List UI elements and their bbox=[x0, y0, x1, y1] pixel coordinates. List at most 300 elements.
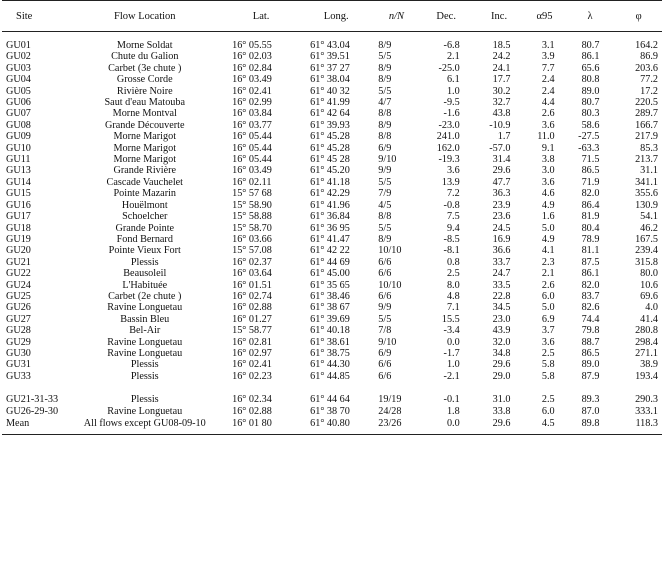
cell-site: GU30 bbox=[6, 347, 31, 359]
cell-longitude: 61° 44.85 bbox=[310, 370, 350, 382]
header-site: Site bbox=[2, 1, 65, 32]
cell-phi: 10.6 bbox=[640, 279, 658, 291]
cell-alpha95: 2.6 bbox=[541, 108, 555, 120]
cell-lambda: 86.1 bbox=[581, 51, 600, 63]
cell-flow-location: Ravine Longuetau bbox=[107, 347, 183, 359]
cell-declination: 3.6 bbox=[446, 165, 460, 177]
cell-lambda: 79.8 bbox=[581, 325, 600, 337]
cell-n-over-n: 9/9 bbox=[378, 302, 392, 314]
cell-latitude: 16° 02.88 bbox=[232, 406, 272, 418]
cell-latitude: 16° 03.64 bbox=[232, 268, 272, 280]
cell-latitude: 16° 02.37 bbox=[232, 256, 272, 268]
cell-latitude: 16° 05.44 bbox=[232, 154, 272, 166]
cell-alpha95: 3.1 bbox=[541, 40, 555, 51]
cell-alpha95: 6.9 bbox=[541, 313, 555, 325]
cell-lambda: 86.4 bbox=[581, 199, 600, 211]
cell-longitude: 61° 39.69 bbox=[310, 313, 350, 325]
cell-n-over-n: 8/8 bbox=[378, 108, 392, 120]
cell-declination: -0.1 bbox=[443, 394, 460, 406]
cell-phi: 290.3 bbox=[635, 394, 658, 406]
cell-latitude: 15° 58.90 bbox=[232, 199, 272, 211]
cell-n-over-n: 5/5 bbox=[378, 51, 392, 63]
cell-longitude: 61° 41.99 bbox=[310, 97, 350, 109]
cell-alpha95: 4.6 bbox=[541, 188, 555, 200]
cell-alpha95: 3.6 bbox=[541, 176, 555, 188]
cell-inclination: 31.0 bbox=[492, 394, 511, 406]
cell-lambda: 71.9 bbox=[581, 176, 600, 188]
table-row bbox=[2, 131, 662, 142]
cell-lambda: 87.0 bbox=[581, 406, 600, 418]
cell-longitude: 61° 38 70 bbox=[310, 406, 350, 418]
cell-alpha95: 4.5 bbox=[541, 418, 555, 430]
cell-longitude: 61° 45.28 bbox=[310, 131, 350, 143]
cell-lambda: 81.1 bbox=[581, 245, 600, 257]
cell-inclination: 36.6 bbox=[492, 245, 511, 257]
cell-alpha95: 3.0 bbox=[541, 165, 555, 177]
cell-n-over-n: 6/6 bbox=[378, 370, 392, 382]
cell-inclination: 23.6 bbox=[492, 211, 511, 223]
cell-latitude: 16° 01.27 bbox=[232, 313, 272, 325]
cell-inclination: 23.9 bbox=[492, 199, 511, 211]
cell-declination: -0.8 bbox=[443, 199, 460, 211]
header-longitude: Long. bbox=[298, 1, 374, 32]
paleomagnetic-data-table bbox=[2, 0, 662, 435]
cell-flow-location: Morne Marigot bbox=[113, 142, 177, 154]
cell-latitude: 16° 02.34 bbox=[232, 394, 272, 406]
cell-site: GU04 bbox=[6, 74, 31, 86]
cell-site: GU16 bbox=[6, 199, 31, 211]
cell-declination: 7.5 bbox=[446, 211, 460, 223]
cell-flow-location: Ravine Longuetau bbox=[107, 406, 183, 418]
cell-alpha95: 2.1 bbox=[541, 268, 555, 280]
cell-lambda: 86.1 bbox=[581, 268, 600, 280]
cell-longitude: 61° 43.04 bbox=[310, 40, 350, 51]
cell-alpha95: 2.5 bbox=[541, 394, 555, 406]
cell-flow-location: Morne Marigot bbox=[113, 131, 177, 143]
cell-inclination: 24.7 bbox=[492, 268, 511, 280]
cell-flow-location: Ravine Longuetau bbox=[107, 336, 183, 348]
cell-n-over-n: 5/5 bbox=[378, 313, 392, 325]
table-row bbox=[2, 348, 662, 359]
cell-n-over-n: 8/9 bbox=[378, 62, 392, 74]
cell-lambda: 89.8 bbox=[581, 418, 600, 430]
cell-n-over-n: 5/5 bbox=[378, 222, 392, 234]
cell-inclination: 23.0 bbox=[492, 313, 511, 325]
cell-declination: 9.4 bbox=[446, 222, 460, 234]
cell-n-over-n: 8/8 bbox=[378, 131, 392, 143]
cell-declination: -8.5 bbox=[443, 233, 460, 245]
cell-longitude: 61° 44 69 bbox=[310, 256, 350, 268]
summary-row bbox=[2, 394, 662, 406]
cell-phi: 46.2 bbox=[640, 222, 658, 234]
header-n-over-n: n/N bbox=[374, 1, 418, 32]
cell-latitude: 16° 02.99 bbox=[232, 97, 272, 109]
cell-phi: 77.2 bbox=[640, 74, 658, 86]
cell-site: GU28 bbox=[6, 325, 31, 337]
cell-latitude: 16° 05.44 bbox=[232, 142, 272, 154]
cell-inclination: 29.6 bbox=[492, 165, 511, 177]
cell-phi: 217.9 bbox=[635, 131, 658, 143]
cell-declination: -23.0 bbox=[438, 119, 460, 131]
cell-alpha95: 5.0 bbox=[541, 302, 555, 314]
header-row bbox=[2, 1, 662, 32]
cell-inclination: 24.5 bbox=[492, 222, 511, 234]
cell-declination: 0.0 bbox=[446, 418, 460, 430]
cell-phi: 203.6 bbox=[635, 62, 658, 74]
cell-alpha95: 5.8 bbox=[541, 359, 555, 371]
cell-n-over-n: 9/9 bbox=[378, 165, 392, 177]
cell-flow-location: Plessis bbox=[130, 370, 159, 382]
cell-n-over-n: 6/6 bbox=[378, 359, 392, 371]
cell-flow-location: Grosse Corde bbox=[116, 74, 173, 86]
table-row bbox=[2, 120, 662, 131]
cell-n-over-n: 24/28 bbox=[378, 406, 402, 418]
cell-site: GU05 bbox=[6, 85, 31, 97]
cell-alpha95: 4.9 bbox=[541, 199, 555, 211]
table-row bbox=[2, 97, 662, 108]
cell-latitude: 16° 02.41 bbox=[232, 359, 272, 371]
cell-latitude: 16° 05.55 bbox=[232, 40, 272, 51]
cell-longitude: 61° 38.04 bbox=[310, 74, 350, 86]
cell-n-over-n: 7/9 bbox=[378, 188, 392, 200]
cell-inclination: 32.7 bbox=[492, 97, 511, 109]
cell-flow-location: Fond Bernard bbox=[116, 233, 173, 245]
cell-phi: 193.4 bbox=[635, 370, 658, 382]
cell-latitude: 16° 03.66 bbox=[232, 233, 272, 245]
cell-site: GU14 bbox=[6, 176, 31, 188]
cell-inclination: 30.2 bbox=[492, 85, 511, 97]
cell-site: GU17 bbox=[6, 211, 31, 223]
table-row bbox=[2, 51, 662, 62]
cell-inclination: -10.9 bbox=[489, 119, 511, 131]
summary-row bbox=[2, 418, 662, 430]
cell-site: GU07 bbox=[6, 108, 31, 120]
cell-flow-location: Pointe Mazarin bbox=[113, 188, 177, 200]
cell-lambda: 80.3 bbox=[581, 108, 600, 120]
header-declination: Dec. bbox=[419, 1, 474, 32]
cell-phi: 4.0 bbox=[645, 302, 658, 314]
cell-inclination: 22.8 bbox=[492, 290, 511, 302]
cell-n-over-n: 19/19 bbox=[378, 394, 402, 406]
cell-longitude: 61° 35 65 bbox=[310, 279, 350, 291]
cell-phi: 85.3 bbox=[640, 142, 658, 154]
summary-body bbox=[2, 382, 662, 430]
cell-inclination: 34.8 bbox=[492, 347, 511, 359]
cell-flow-location: Grande Rivière bbox=[113, 165, 177, 177]
cell-lambda: 80.8 bbox=[581, 74, 600, 86]
cell-alpha95: 3.6 bbox=[541, 119, 555, 131]
cell-site: GU15 bbox=[6, 188, 31, 200]
cell-site: GU33 bbox=[6, 370, 31, 382]
cell-lambda: 83.7 bbox=[581, 290, 600, 302]
cell-latitude: 16° 03.49 bbox=[232, 74, 272, 86]
cell-alpha95: 4.4 bbox=[541, 97, 555, 109]
cell-latitude: 16° 01 80 bbox=[232, 418, 272, 430]
cell-declination: 0.0 bbox=[446, 336, 460, 348]
cell-alpha95: 2.3 bbox=[541, 256, 555, 268]
cell-flow-location: Grande Découverte bbox=[105, 119, 185, 131]
cell-phi: 69.6 bbox=[640, 290, 658, 302]
cell-declination: -3.4 bbox=[443, 325, 460, 337]
cell-alpha95: 3.8 bbox=[541, 154, 555, 166]
cell-site: GU08 bbox=[6, 119, 31, 131]
cell-lambda: 82.0 bbox=[581, 188, 600, 200]
cell-alpha95: 5.8 bbox=[541, 370, 555, 382]
cell-site: GU13 bbox=[6, 165, 31, 177]
cell-flow-location: Schoelcher bbox=[122, 211, 168, 223]
cell-lambda: 74.4 bbox=[581, 313, 600, 325]
cell-longitude: 61° 40 32 bbox=[310, 85, 350, 97]
table-row bbox=[2, 108, 662, 119]
cell-phi: 167.5 bbox=[635, 233, 658, 245]
table-row bbox=[2, 165, 662, 176]
cell-declination: 13.9 bbox=[441, 176, 460, 188]
cell-lambda: 89.3 bbox=[581, 394, 600, 406]
table-row bbox=[2, 371, 662, 382]
table-row bbox=[2, 200, 662, 211]
cell-longitude: 61° 42 22 bbox=[310, 245, 350, 257]
cell-site: GU11 bbox=[6, 154, 31, 166]
cell-inclination: 34.5 bbox=[492, 302, 511, 314]
cell-phi: 54.1 bbox=[640, 211, 658, 223]
cell-lambda: 78.9 bbox=[581, 233, 600, 245]
cell-lambda: 65.6 bbox=[581, 62, 600, 74]
cell-n-over-n: 23/26 bbox=[378, 418, 402, 430]
cell-longitude: 61° 38.46 bbox=[310, 290, 350, 302]
cell-phi: 130.9 bbox=[635, 199, 658, 211]
cell-declination: 7.2 bbox=[446, 188, 460, 200]
cell-lambda: 88.7 bbox=[581, 336, 600, 348]
cell-flow-location: Saut d'eau Matouba bbox=[104, 97, 186, 109]
cell-phi: 289.7 bbox=[635, 108, 658, 120]
cell-site: GU01 bbox=[6, 40, 31, 51]
cell-site: GU06 bbox=[6, 97, 31, 109]
cell-n-over-n: 8/9 bbox=[378, 119, 392, 131]
cell-lambda: 80.7 bbox=[581, 97, 600, 109]
cell-latitude: 16° 02.84 bbox=[232, 62, 272, 74]
cell-longitude: 61° 39.51 bbox=[310, 51, 350, 63]
cell-lambda: 71.5 bbox=[581, 154, 600, 166]
cell-flow-location: L'Habituée bbox=[122, 279, 168, 291]
cell-inclination: 18.5 bbox=[492, 40, 511, 51]
cell-phi: 315.8 bbox=[635, 256, 658, 268]
cell-phi: 271.1 bbox=[635, 347, 658, 359]
cell-alpha95: 7.7 bbox=[541, 62, 555, 74]
cell-site: GU20 bbox=[6, 245, 31, 257]
cell-alpha95: 2.5 bbox=[541, 347, 555, 359]
cell-inclination: -57.0 bbox=[489, 142, 511, 154]
cell-inclination: 32.0 bbox=[492, 336, 511, 348]
cell-latitude: 15° 57 68 bbox=[232, 188, 272, 200]
cell-n-over-n: 5/5 bbox=[378, 85, 392, 97]
cell-site: GU19 bbox=[6, 233, 31, 245]
cell-flow-location: Chute du Galion bbox=[111, 51, 179, 63]
cell-flow-location: Morne Soldat bbox=[116, 40, 173, 51]
cell-lambda: 87.5 bbox=[581, 256, 600, 268]
cell-site: GU02 bbox=[6, 51, 31, 63]
cell-longitude: 61° 44.30 bbox=[310, 359, 350, 371]
cell-latitude: 16° 05.44 bbox=[232, 131, 272, 143]
cell-declination: 6.1 bbox=[446, 74, 460, 86]
cell-declination: 241.0 bbox=[436, 131, 460, 143]
cell-longitude: 61° 40.18 bbox=[310, 325, 350, 337]
cell-n-over-n: 4/5 bbox=[378, 199, 392, 211]
cell-site: GU24 bbox=[6, 279, 31, 291]
cell-longitude: 61° 38.61 bbox=[310, 336, 350, 348]
cell-lambda: 86.5 bbox=[581, 347, 600, 359]
cell-declination: 2.1 bbox=[446, 51, 460, 63]
cell-longitude: 61° 42.29 bbox=[310, 188, 350, 200]
cell-site: Mean bbox=[6, 418, 30, 430]
cell-longitude: 61° 39.93 bbox=[310, 119, 350, 131]
cell-inclination: 31.4 bbox=[492, 154, 511, 166]
table-row bbox=[2, 211, 662, 222]
cell-declination: 15.5 bbox=[441, 313, 460, 325]
cell-longitude: 61° 44 64 bbox=[310, 394, 350, 406]
cell-alpha95: 3.6 bbox=[541, 336, 555, 348]
cell-latitude: 16° 02.97 bbox=[232, 347, 272, 359]
cell-phi: 213.7 bbox=[635, 154, 658, 166]
table-row bbox=[2, 234, 662, 245]
cell-phi: 280.8 bbox=[635, 325, 658, 337]
cell-n-over-n: 4/7 bbox=[378, 97, 392, 109]
cell-inclination: 33.8 bbox=[492, 406, 511, 418]
cell-flow-location: Bel-Air bbox=[129, 325, 161, 337]
header-alpha95: α95 bbox=[524, 1, 564, 32]
table-row bbox=[2, 143, 662, 154]
cell-site: GU21 bbox=[6, 256, 31, 268]
cell-n-over-n: 6/6 bbox=[378, 268, 392, 280]
table-row bbox=[2, 359, 662, 370]
cell-latitude: 15° 58.70 bbox=[232, 222, 272, 234]
cell-declination: -25.0 bbox=[438, 62, 460, 74]
cell-alpha95: 2.4 bbox=[541, 85, 555, 97]
cell-alpha95: 5.0 bbox=[541, 222, 555, 234]
cell-flow-location: Morne Montval bbox=[112, 108, 177, 120]
cell-site: GU25 bbox=[6, 290, 31, 302]
cell-declination: 8.0 bbox=[446, 279, 460, 291]
cell-latitude: 15° 58.77 bbox=[232, 325, 272, 337]
cell-alpha95: 3.9 bbox=[541, 51, 555, 63]
cell-lambda: 82.6 bbox=[581, 302, 600, 314]
header-lambda: λ bbox=[565, 1, 616, 32]
cell-longitude: 61° 38.75 bbox=[310, 347, 350, 359]
cell-flow-location: Houëlmont bbox=[121, 199, 168, 211]
cell-site: GU18 bbox=[6, 222, 31, 234]
cell-inclination: 33.7 bbox=[492, 256, 511, 268]
cell-n-over-n: 10/10 bbox=[378, 245, 402, 257]
cell-longitude: 61° 41.96 bbox=[310, 199, 350, 211]
table-row bbox=[2, 223, 662, 234]
cell-latitude: 16° 03.77 bbox=[232, 119, 272, 131]
cell-declination: 1.0 bbox=[446, 359, 460, 371]
cell-n-over-n: 8/9 bbox=[378, 40, 392, 51]
cell-inclination: 29.6 bbox=[492, 418, 511, 430]
cell-declination: 1.8 bbox=[446, 406, 460, 418]
cell-phi: 355.6 bbox=[635, 188, 658, 200]
cell-n-over-n: 8/8 bbox=[378, 211, 392, 223]
cell-flow-location: Plessis bbox=[130, 256, 159, 268]
cell-alpha95: 2.6 bbox=[541, 279, 555, 291]
cell-n-over-n: 10/10 bbox=[378, 279, 402, 291]
table-row bbox=[2, 74, 662, 85]
cell-flow-location: Beausoleil bbox=[123, 268, 167, 280]
cell-flow-location: Plessis bbox=[130, 394, 159, 406]
cell-lambda: 80.7 bbox=[581, 40, 600, 51]
cell-declination: -9.5 bbox=[443, 97, 460, 109]
cell-flow-location: Morne Marigot bbox=[113, 154, 177, 166]
cell-inclination: 47.7 bbox=[492, 176, 511, 188]
cell-inclination: 24.1 bbox=[492, 62, 511, 74]
cell-phi: 17.2 bbox=[640, 85, 658, 97]
cell-declination: -6.8 bbox=[443, 40, 460, 51]
cell-longitude: 61° 38 67 bbox=[310, 302, 350, 314]
cell-flow-location: Grande Pointe bbox=[115, 222, 175, 234]
cell-site: GU27 bbox=[6, 313, 31, 325]
cell-declination: -2.1 bbox=[443, 370, 460, 382]
cell-longitude: 61° 37 27 bbox=[310, 62, 350, 74]
cell-alpha95: 2.4 bbox=[541, 74, 555, 86]
cell-lambda: 58.6 bbox=[581, 119, 600, 131]
table-row bbox=[2, 86, 662, 97]
cell-inclination: 43.8 bbox=[492, 108, 511, 120]
cell-alpha95: 4.9 bbox=[541, 233, 555, 245]
bottom-rule bbox=[2, 430, 662, 435]
cell-alpha95: 11.0 bbox=[537, 131, 555, 143]
table-row bbox=[2, 40, 662, 51]
cell-phi: 166.7 bbox=[635, 119, 658, 131]
cell-alpha95: 3.7 bbox=[541, 325, 555, 337]
cell-longitude: 61° 45.00 bbox=[310, 268, 350, 280]
cell-phi: 239.4 bbox=[635, 245, 658, 257]
cell-longitude: 61° 36 95 bbox=[310, 222, 350, 234]
spacer-row bbox=[2, 382, 662, 394]
header-flow-location: Flow Location bbox=[65, 1, 224, 32]
table-row bbox=[2, 291, 662, 302]
cell-declination: 1.0 bbox=[446, 85, 460, 97]
cell-declination: 162.0 bbox=[436, 142, 460, 154]
cell-declination: -1.6 bbox=[443, 108, 460, 120]
cell-lambda: 87.9 bbox=[581, 370, 600, 382]
cell-declination: 2.5 bbox=[446, 268, 460, 280]
cell-inclination: 43.9 bbox=[492, 325, 511, 337]
cell-latitude: 16° 02.74 bbox=[232, 290, 272, 302]
cell-n-over-n: 6/9 bbox=[378, 347, 392, 359]
cell-site: GU31 bbox=[6, 359, 31, 371]
cell-latitude: 16° 02.41 bbox=[232, 85, 272, 97]
cell-phi: 31.1 bbox=[640, 165, 658, 177]
table-row bbox=[2, 188, 662, 199]
cell-alpha95: 4.1 bbox=[541, 245, 555, 257]
cell-site: GU03 bbox=[6, 62, 31, 74]
cell-declination: 0.8 bbox=[446, 256, 460, 268]
cell-alpha95: 6.0 bbox=[541, 290, 555, 302]
cell-lambda: 89.0 bbox=[581, 359, 600, 371]
cell-n-over-n: 9/10 bbox=[378, 336, 397, 348]
cell-latitude: 16° 02.03 bbox=[232, 51, 272, 63]
cell-phi: 333.1 bbox=[635, 406, 658, 418]
cell-latitude: 16° 02.88 bbox=[232, 302, 272, 314]
cell-inclination: 29.0 bbox=[492, 370, 511, 382]
cell-longitude: 61° 36.84 bbox=[310, 211, 350, 223]
cell-phi: 164.2 bbox=[635, 40, 658, 51]
cell-declination: 7.1 bbox=[446, 302, 460, 314]
table-row bbox=[2, 63, 662, 74]
cell-lambda: -27.5 bbox=[578, 131, 600, 143]
cell-n-over-n: 8/9 bbox=[378, 74, 392, 86]
cell-longitude: 61° 45 28 bbox=[310, 154, 350, 166]
cell-flow-location: Pointe Vieux Fort bbox=[108, 245, 181, 257]
